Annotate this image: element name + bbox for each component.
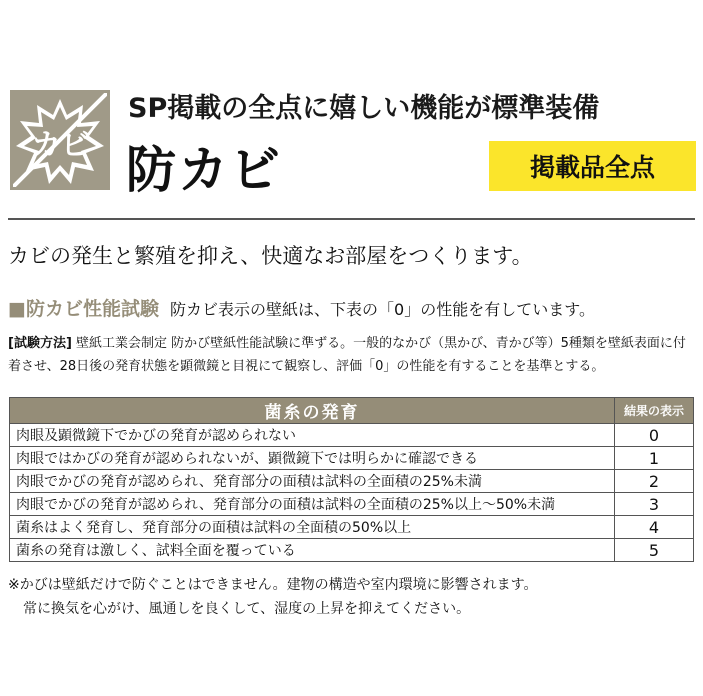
- section-title: ■防カビ性能試験: [8, 298, 159, 320]
- test-method-label: [試験方法]: [8, 336, 72, 351]
- table-row: [10, 447, 694, 470]
- row-result: 0: [615, 424, 694, 447]
- section-header: [8, 294, 595, 321]
- table-row: [10, 470, 694, 493]
- header-hyphae-growth: 菌糸の発育: [10, 398, 615, 424]
- row-description: 菌糸の発育は激しく、試料全面を覆っている: [10, 539, 615, 562]
- row-description: 肉眼ではかびの発育が認められないが、顕微鏡下では明らかに確認できる: [10, 447, 615, 470]
- header-result: 結果の表示: [615, 398, 694, 424]
- badge-label: カビ: [31, 128, 89, 163]
- row-result: 2: [615, 470, 694, 493]
- row-result: 1: [615, 447, 694, 470]
- lead-text: カビの発生と繁殖を抑え、快適なお部屋をつくります。: [8, 244, 533, 268]
- footnotes: [8, 573, 537, 621]
- table-header-row: [10, 398, 694, 424]
- page-title: 防カビ: [126, 141, 282, 199]
- row-description: 肉眼及顕微鏡下でかびの発育が認められない: [10, 424, 615, 447]
- row-description: 肉眼でかびの発育が認められ、発育部分の面積は試料の全面積の25%以上～50%未満: [10, 493, 615, 516]
- row-result: 5: [615, 539, 694, 562]
- test-method-text: 壁紙工業会制定 防かび壁紙性能試験に準ずる。一般的なかび（黒かび、青かび等）5種類を壁紙表面に付着させ、28日後の発育状態を顕微鏡と目視にて観察し、評価「0」の性能を有することを基準とする。: [8, 336, 686, 374]
- table-row: [10, 424, 694, 447]
- row-description: 肉眼でかびの発育が認められ、発育部分の面積は試料の全面積の25%未満: [10, 470, 615, 493]
- row-description: 菌糸はよく発育し、発育部分の面積は試料の全面積の50%以上: [10, 516, 615, 539]
- row-result: 4: [615, 516, 694, 539]
- section-description: 防カビ表示の壁紙は、下表の「0」の性能を有しています。: [170, 300, 595, 319]
- mold-badge: [10, 90, 110, 190]
- divider: [8, 218, 695, 220]
- applies-all-badge: 掲載品全点: [489, 141, 696, 191]
- footnote-line: ※かびは壁紙だけで防ぐことはできません。建物の構造や室内環境に影響されます。: [8, 577, 538, 593]
- table-row: [10, 539, 694, 562]
- row-result: 3: [615, 493, 694, 516]
- test-method: [8, 332, 698, 378]
- headline: SP掲載の全点に嬉しい機能が標準装備: [128, 93, 600, 124]
- table-row: [10, 493, 694, 516]
- footnote-line: 常に換気を心がけ、風通しを良くして、湿度の上昇を抑えてください。: [23, 601, 471, 617]
- results-table: [9, 397, 694, 562]
- table-row: [10, 516, 694, 539]
